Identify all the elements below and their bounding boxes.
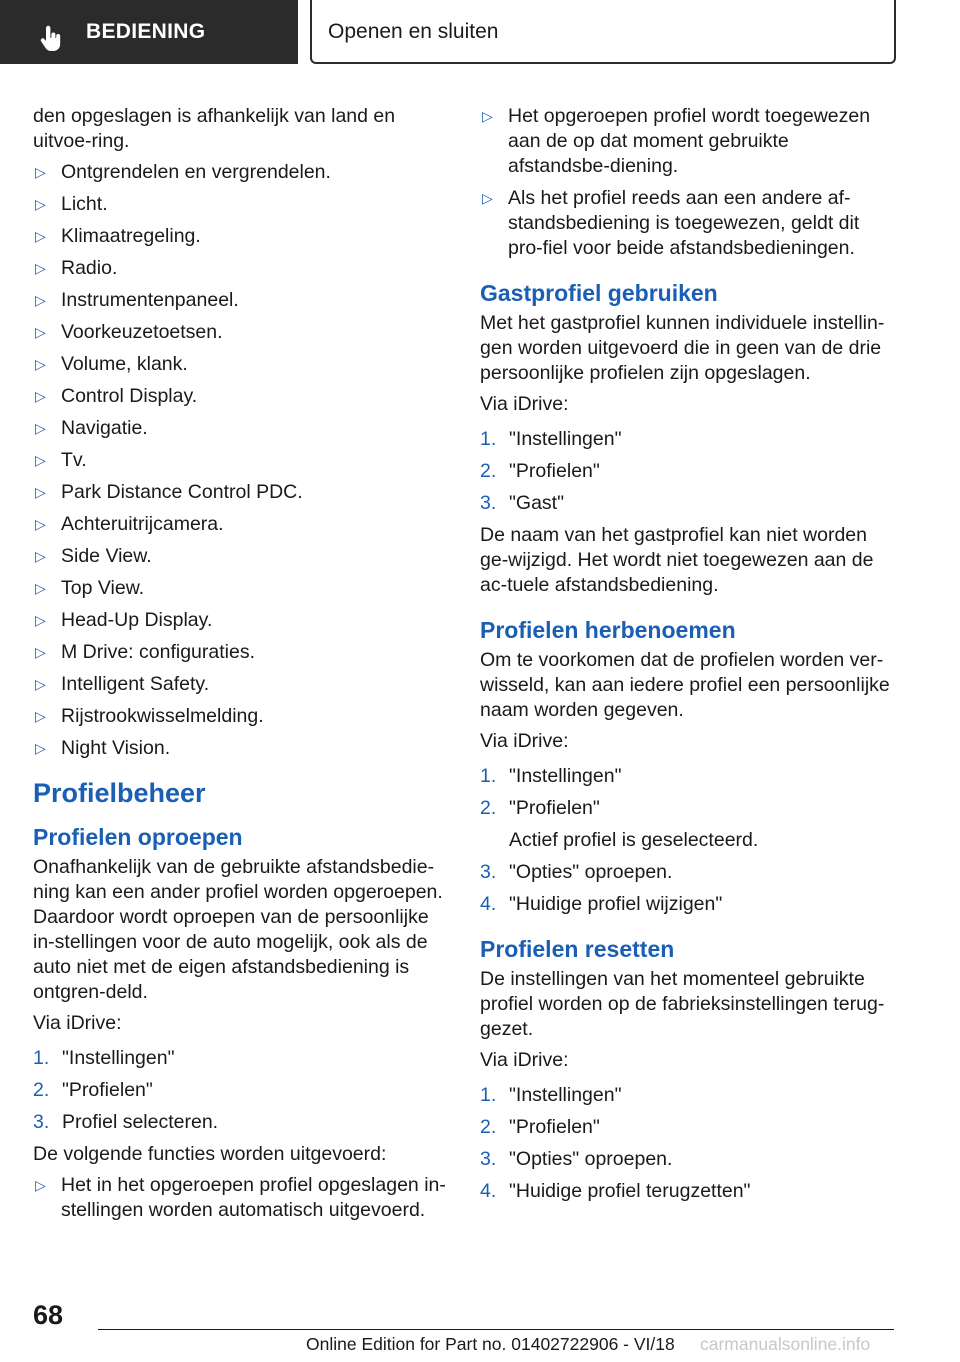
triangle-bullet-icon: ▷ (35, 324, 46, 340)
step-number: 4. (480, 1180, 497, 1202)
result-list (33, 1173, 447, 1223)
steps-list (480, 1083, 894, 1204)
body-text: Met het gastprofiel kunnen individuele instellin-gen worden uitgevoerd die in geen van de drie persoonlijke profielen zijn opgeslagen. (480, 312, 885, 384)
triangle-bullet-icon: ▷ (35, 260, 46, 276)
step-number: 1. (480, 428, 497, 450)
triangle-bullet-icon: ▷ (35, 580, 46, 596)
section-title: BEDIENING (86, 20, 206, 43)
step-item: 1. "Instellingen" (480, 1084, 622, 1106)
list-item: ▷ Volume, klank. (35, 353, 188, 375)
step-number: 3. (480, 861, 497, 883)
page-number: 68 (33, 1300, 64, 1330)
steps-list (33, 1046, 447, 1135)
triangle-bullet-icon: ▷ (35, 516, 46, 532)
steps-list (480, 764, 894, 917)
step-item: 1. "Instellingen" (480, 765, 622, 787)
step-number: 3. (33, 1111, 50, 1133)
list-item: ▷ Tv. (35, 449, 87, 471)
triangle-bullet-icon: ▷ (35, 164, 46, 180)
triangle-bullet-icon: ▷ (35, 612, 46, 628)
step-item: 4. "Huidige profiel wijzigen" (480, 893, 723, 915)
footer-divider (98, 1329, 894, 1330)
body-text: Onafhankelijk van de gebruikte afstandsbedie-ning kan een ander profiel worden opgeroepen. Daardoor wordt oproepen van de persoonlijke in-stellingen voor de auto mogelijk, ook als de auto niet met de eigen afstandsbediening is ontgren-deld. (33, 856, 443, 1003)
step-note: Actief profiel is geselecteerd. (509, 829, 759, 851)
section-heading-profielbeheer: Profielbeheer (33, 778, 206, 808)
step-number: 2. (480, 797, 497, 819)
triangle-bullet-icon: ▷ (35, 644, 46, 660)
triangle-bullet-icon: ▷ (35, 548, 46, 564)
body-text: Om te voorkomen dat de profielen worden ver-wisseld, kan aan iedere profiel een persoonlijke naam worden gegeven. (480, 649, 890, 721)
note-text: De naam van het gastprofiel kan niet worden ge-wijzigd. Het wordt niet toegewezen aan de ac-tuele afstandsbediening. (480, 524, 874, 596)
step-item: 2. "Profielen" (480, 460, 600, 482)
step-number: 3. (480, 492, 497, 514)
triangle-bullet-icon: ▷ (35, 740, 46, 756)
list-item: ▷ Achteruitrijcamera. (35, 513, 224, 535)
step-number: 2. (480, 460, 497, 482)
list-item: ▷ Top View. (35, 577, 145, 599)
triangle-bullet-icon: ▷ (35, 484, 46, 500)
triangle-bullet-icon: ▷ (35, 196, 46, 212)
step-item: 3. Profiel selecteren. (33, 1111, 219, 1133)
list-item: ▷ Intelligent Safety. (35, 673, 210, 695)
step-number: 4. (480, 893, 497, 915)
list-item: ▷ Ontgrendelen en vergrendelen. (35, 161, 331, 183)
subheading-gastprofiel: Gastprofiel gebruiken (480, 280, 718, 306)
intro-text: den opgeslagen is afhankelijk van land en uitvoe-ring. (33, 105, 396, 152)
list-item: ▷ Navigatie. (35, 417, 148, 439)
list-item: ▷ Park Distance Control PDC. (35, 481, 303, 503)
topic-tab (310, 0, 896, 64)
steps-list (480, 427, 894, 516)
list-item: ▷ Side View. (35, 545, 152, 567)
triangle-bullet-icon: ▷ (35, 452, 46, 468)
step-item: 3. "Gast" (480, 492, 565, 514)
body-text: De instellingen van het momenteel gebruikte profiel worden op de fabrieksinstellingen terug-gezet. (480, 968, 885, 1040)
list-item: ▷ Head-Up Display. (35, 609, 213, 631)
via-idrive-label: Via iDrive: (480, 1049, 569, 1071)
triangle-bullet-icon: ▷ (482, 190, 493, 206)
step-number: 1. (33, 1047, 50, 1069)
result-list-continued (480, 104, 894, 261)
triangle-bullet-icon: ▷ (482, 108, 493, 124)
triangle-bullet-icon: ▷ (35, 1177, 46, 1193)
step-item: 1. "Instellingen" (480, 428, 622, 450)
subheading-profielen-oproepen: Profielen oproepen (33, 824, 243, 850)
triangle-bullet-icon: ▷ (35, 356, 46, 372)
topic-title: Openen en sluiten (328, 20, 499, 43)
triangle-bullet-icon: ▷ (35, 420, 46, 436)
page-header (0, 0, 960, 66)
step-item: 2. "Profielen" (480, 1116, 600, 1138)
triangle-bullet-icon: ▷ (35, 228, 46, 244)
triangle-bullet-icon: ▷ (35, 708, 46, 724)
step-item: 2. "Profielen" (33, 1079, 153, 1101)
subheading-resetten: Profielen resetten (480, 936, 675, 962)
list-item: ▷ Voorkeuzetoetsen. (35, 321, 223, 343)
list-item: ▷ Het in het opgeroepen profiel opgeslagen in-stellingen worden automatisch uitgevoerd. (35, 1174, 446, 1221)
section-tab (0, 0, 298, 64)
left-column (33, 104, 447, 1230)
list-item: ▷ Licht. (35, 193, 108, 215)
stored-settings-list (33, 160, 447, 761)
right-column (480, 104, 894, 1211)
triangle-bullet-icon: ▷ (35, 388, 46, 404)
triangle-bullet-icon: ▷ (35, 292, 46, 308)
list-item: ▷ Control Display. (35, 385, 198, 407)
list-item: ▷ Radio. (35, 257, 118, 279)
edition-text: Online Edition for Part no. 01402722906 - VI/18 (306, 1334, 675, 1354)
list-item: ▷ M Drive: configuraties. (35, 641, 255, 663)
list-item: ▷ Rijstrookwisselmelding. (35, 705, 264, 727)
step-number: 3. (480, 1148, 497, 1170)
list-item: ▷ Night Vision. (35, 737, 171, 759)
step-number: 2. (480, 1116, 497, 1138)
list-item: ▷ Klimaatregeling. (35, 225, 201, 247)
step-item: 1. "Instellingen" (33, 1047, 175, 1069)
step-item: 2. "Profielen" Actief profiel is geselecteerd. (480, 796, 894, 853)
via-idrive-label: Via iDrive: (480, 730, 569, 752)
step-number: 1. (480, 1084, 497, 1106)
watermark-text: carmanualsonline.info (700, 1334, 871, 1354)
list-item: ▷ Het opgeroepen profiel wordt toegewezen aan de op dat moment gebruikte afstandsbe-diening. (482, 105, 871, 177)
triangle-bullet-icon: ▷ (35, 676, 46, 692)
step-item: 3. "Opties" oproepen. (480, 861, 673, 883)
step-number: 2. (33, 1079, 50, 1101)
followup-text: De volgende functies worden uitgevoerd: (33, 1143, 387, 1165)
subheading-herbenoemen: Profielen herbenoemen (480, 617, 736, 643)
step-number: 1. (480, 765, 497, 787)
step-item: 3. "Opties" oproepen. (480, 1148, 673, 1170)
touch-hand-icon (36, 24, 66, 54)
via-idrive-label: Via iDrive: (480, 393, 569, 415)
list-item: ▷ Instrumentenpaneel. (35, 289, 239, 311)
step-item: 4. "Huidige profiel terugzetten" (480, 1180, 751, 1202)
via-idrive-label: Via iDrive: (33, 1012, 122, 1034)
list-item: ▷ Als het profiel reeds aan een andere af-standsbediening is toegewezen, geldt dit pro-fiel voor beide afstandsbedieningen. (482, 187, 860, 259)
